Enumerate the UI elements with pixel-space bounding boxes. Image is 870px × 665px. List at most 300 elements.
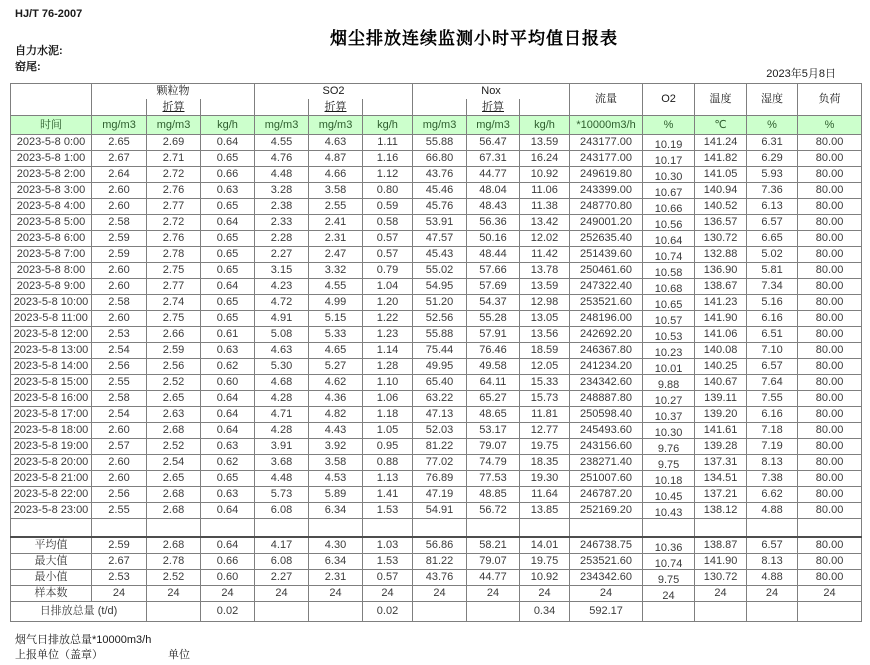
table-cell: 1.13: [363, 471, 413, 487]
fold-label-nox: 折算: [467, 99, 520, 116]
table-cell: 24: [695, 586, 747, 602]
table-cell: 65.40: [413, 375, 467, 391]
table-cell: 140.67: [695, 375, 747, 391]
table-cell: 15.33: [520, 375, 570, 391]
table-cell: 134.51: [695, 471, 747, 487]
table-row: [11, 231, 862, 247]
table-cell: 2.59: [92, 231, 147, 247]
table-row: [11, 295, 862, 311]
table-cell: 80.00: [798, 167, 862, 183]
table-cell: 10.74: [643, 247, 695, 263]
table-cell: 2.52: [147, 439, 201, 455]
table-cell: 10.74: [643, 554, 695, 570]
table-cell: 10.67: [643, 183, 695, 199]
table-cell: 24: [643, 586, 695, 602]
table-cell: 13.78: [520, 263, 570, 279]
table-cell: 7.38: [747, 471, 798, 487]
table-cell: 10.58: [643, 263, 695, 279]
table-cell: 2.56: [147, 359, 201, 375]
table-cell: 7.55: [747, 391, 798, 407]
time-cell: 2023-5-8 14:00: [11, 359, 92, 375]
fold-spacer: [520, 99, 570, 116]
fold-label-so2: 折算: [309, 99, 363, 116]
table-cell: 247322.40: [570, 279, 643, 295]
table-cell: 12.98: [520, 295, 570, 311]
table-cell: 252635.40: [570, 231, 643, 247]
table-cell: 65.27: [467, 391, 520, 407]
table-cell: 243399.00: [570, 183, 643, 199]
table-cell: 55.88: [413, 135, 467, 151]
table-cell: 130.72: [695, 570, 747, 586]
time-cell: 2023-5-8 7:00: [11, 247, 92, 263]
table-cell: 10.30: [643, 423, 695, 439]
table-cell: 4.76: [255, 151, 309, 167]
table-cell: 11.81: [520, 407, 570, 423]
table-cell: 4.87: [309, 151, 363, 167]
table-cell: 130.72: [695, 231, 747, 247]
table-cell: 80.00: [798, 487, 862, 503]
table-cell: 1.05: [363, 423, 413, 439]
table-cell: 9.75: [643, 455, 695, 471]
table-cell: 2.55: [92, 503, 147, 519]
table-cell: [413, 602, 467, 622]
time-cell: 2023-5-8 12:00: [11, 327, 92, 343]
table-cell: 141.05: [695, 167, 747, 183]
spacer-cell: [520, 519, 570, 538]
table-cell: 0.65: [201, 247, 255, 263]
table-cell: 2.74: [147, 295, 201, 311]
table-cell: 11.06: [520, 183, 570, 199]
table-cell: 2.58: [92, 391, 147, 407]
table-cell: 74.79: [467, 455, 520, 471]
fold-spacer: [92, 99, 147, 116]
table-cell: 80.00: [798, 263, 862, 279]
table-cell: 1.03: [363, 537, 413, 554]
spacer-cell: [413, 519, 467, 538]
table-cell: 6.57: [747, 537, 798, 554]
table-cell: 2.65: [147, 471, 201, 487]
time-cell: 2023-5-8 1:00: [11, 151, 92, 167]
table-cell: 48.85: [467, 487, 520, 503]
table-cell: 1.04: [363, 279, 413, 295]
table-cell: 7.64: [747, 375, 798, 391]
table-row: [11, 215, 862, 231]
table-cell: 6.57: [747, 359, 798, 375]
table-cell: 10.36: [643, 537, 695, 554]
table-cell: 0.64: [201, 391, 255, 407]
table-cell: 0.64: [201, 215, 255, 231]
table-cell: 2.63: [147, 407, 201, 423]
table-cell: 249001.20: [570, 215, 643, 231]
table-cell: 2.68: [147, 537, 201, 554]
table-cell: 141.23: [695, 295, 747, 311]
summary-label: 最小值: [11, 570, 92, 586]
table-cell: 51.20: [413, 295, 467, 311]
table-cell: 253521.60: [570, 295, 643, 311]
spacer-cell: [363, 519, 413, 538]
table-cell: 2.38: [255, 199, 309, 215]
table-cell: 4.53: [309, 471, 363, 487]
site-name: 窑尾:: [15, 61, 41, 73]
table-row: [11, 391, 862, 407]
table-cell: 75.44: [413, 343, 467, 359]
table-cell: 52.03: [413, 423, 467, 439]
table-cell: 2.68: [147, 503, 201, 519]
table-cell: 4.62: [309, 375, 363, 391]
table-cell: 2.72: [147, 215, 201, 231]
table-cell: 2.71: [147, 151, 201, 167]
table-cell: 2.28: [255, 231, 309, 247]
table-cell: 2.56: [92, 487, 147, 503]
table-cell: 6.16: [747, 311, 798, 327]
table-cell: 0.58: [363, 215, 413, 231]
table-cell: 4.68: [255, 375, 309, 391]
table-cell: 9.75: [643, 570, 695, 586]
page-title: 烟尘排放连续监测小时平均值日报表: [330, 29, 618, 48]
table-cell: 49.95: [413, 359, 467, 375]
table-cell: 4.71: [255, 407, 309, 423]
table-cell: 24: [747, 586, 798, 602]
spacer-cell: [147, 519, 201, 538]
table-cell: 7.34: [747, 279, 798, 295]
group-header-so2: SO2: [255, 84, 413, 100]
table-cell: 0.64: [201, 423, 255, 439]
table-cell: 48.65: [467, 407, 520, 423]
table-cell: 0.79: [363, 263, 413, 279]
table-cell: 0.66: [201, 554, 255, 570]
table-cell: 249619.80: [570, 167, 643, 183]
table-cell: 10.27: [643, 391, 695, 407]
table-cell: 0.65: [201, 295, 255, 311]
table-cell: 58.21: [467, 537, 520, 554]
table-cell: 54.95: [413, 279, 467, 295]
report-table-body: [11, 84, 862, 622]
table-cell: 2.53: [92, 570, 147, 586]
table-cell: 251439.60: [570, 247, 643, 263]
table-cell: 248770.80: [570, 199, 643, 215]
table-cell: 248196.00: [570, 311, 643, 327]
table-cell: 234342.60: [570, 375, 643, 391]
table-cell: 0.65: [201, 231, 255, 247]
table-cell: 2.33: [255, 215, 309, 231]
header-flow: 流量: [570, 84, 643, 116]
table-cell: 24: [363, 586, 413, 602]
table-cell: 64.11: [467, 375, 520, 391]
table-cell: 2.64: [92, 167, 147, 183]
table-cell: 238271.40: [570, 455, 643, 471]
table-cell: 45.43: [413, 247, 467, 263]
table-cell: 2.76: [147, 231, 201, 247]
table-cell: 2.54: [92, 343, 147, 359]
table-cell: 2.52: [147, 375, 201, 391]
table-row: [11, 487, 862, 503]
report-table: [10, 83, 862, 622]
table-cell: 141.90: [695, 554, 747, 570]
time-cell: 2023-5-8 19:00: [11, 439, 92, 455]
table-cell: 1.23: [363, 327, 413, 343]
table-cell: 4.28: [255, 423, 309, 439]
table-cell: 2.77: [147, 199, 201, 215]
table-cell: 4.99: [309, 295, 363, 311]
table-cell: 76.89: [413, 471, 467, 487]
table-cell: 80.00: [798, 311, 862, 327]
table-cell: 2.41: [309, 215, 363, 231]
time-header-spacer: [11, 84, 92, 116]
time-cell: 2023-5-8 15:00: [11, 375, 92, 391]
fold-spacer: [413, 99, 467, 116]
table-cell: 2.53: [92, 327, 147, 343]
table-cell: 241234.20: [570, 359, 643, 375]
table-cell: 66.80: [413, 151, 467, 167]
table-cell: 4.28: [255, 391, 309, 407]
table-cell: 10.57: [643, 311, 695, 327]
table-cell: 4.17: [255, 537, 309, 554]
time-cell: 2023-5-8 17:00: [11, 407, 92, 423]
table-cell: 4.63: [309, 135, 363, 151]
fold-label-pm: 折算: [147, 99, 201, 116]
table-cell: 5.33: [309, 327, 363, 343]
table-cell: 5.89: [309, 487, 363, 503]
table-cell: 11.64: [520, 487, 570, 503]
table-cell: 76.46: [467, 343, 520, 359]
table-cell: 2.58: [92, 215, 147, 231]
table-cell: 6.57: [747, 215, 798, 231]
table-cell: 138.67: [695, 279, 747, 295]
table-row: [11, 279, 862, 295]
header-units-row: [11, 116, 862, 135]
summary-row: [11, 554, 862, 570]
time-cell: 2023-5-8 10:00: [11, 295, 92, 311]
table-row: [11, 439, 862, 455]
table-cell: 0.60: [201, 375, 255, 391]
table-cell: 10.65: [643, 295, 695, 311]
table-cell: 45.46: [413, 183, 467, 199]
unit-label: 单位: [168, 649, 190, 661]
table-cell: 10.19: [643, 135, 695, 151]
table-cell: 80.00: [798, 407, 862, 423]
table-cell: 2.54: [92, 407, 147, 423]
table-row: [11, 471, 862, 487]
spacer-row: [11, 519, 862, 538]
table-cell: 0.63: [201, 343, 255, 359]
time-cell: 2023-5-8 13:00: [11, 343, 92, 359]
time-cell: 2023-5-8 11:00: [11, 311, 92, 327]
table-cell: 1.53: [363, 503, 413, 519]
table-cell: 18.59: [520, 343, 570, 359]
time-cell: 2023-5-8 5:00: [11, 215, 92, 231]
table-cell: 0.63: [201, 183, 255, 199]
time-column-header: 时间: [11, 116, 92, 135]
table-cell: 80.00: [798, 151, 862, 167]
table-cell: 53.17: [467, 423, 520, 439]
time-cell: 2023-5-8 4:00: [11, 199, 92, 215]
table-cell: 6.13: [747, 199, 798, 215]
table-cell: 13.85: [520, 503, 570, 519]
table-cell: 252169.20: [570, 503, 643, 519]
table-cell: 0.57: [363, 247, 413, 263]
table-cell: 2.77: [147, 279, 201, 295]
unit-o2: %: [643, 116, 695, 135]
table-cell: 10.64: [643, 231, 695, 247]
summary-row: [11, 537, 862, 554]
table-cell: 57.69: [467, 279, 520, 295]
table-cell: 10.92: [520, 167, 570, 183]
table-cell: 137.31: [695, 455, 747, 471]
table-cell: 6.34: [309, 503, 363, 519]
time-cell: 2023-5-8 6:00: [11, 231, 92, 247]
table-cell: 243177.00: [570, 135, 643, 151]
table-row: [11, 151, 862, 167]
table-cell: 44.77: [467, 167, 520, 183]
table-cell: 136.90: [695, 263, 747, 279]
unit-so2-fold-mgm3: mg/m3: [309, 116, 363, 135]
table-cell: 1.18: [363, 407, 413, 423]
daily-total-row: [11, 602, 862, 622]
table-cell: 48.43: [467, 199, 520, 215]
table-cell: 80.00: [798, 391, 862, 407]
time-cell: 2023-5-8 8:00: [11, 263, 92, 279]
table-cell: 57.66: [467, 263, 520, 279]
table-cell: 67.31: [467, 151, 520, 167]
table-cell: 6.62: [747, 487, 798, 503]
table-cell: 4.48: [255, 167, 309, 183]
table-cell: 6.34: [309, 554, 363, 570]
table-cell: 80.00: [798, 231, 862, 247]
table-cell: 0.59: [363, 199, 413, 215]
table-cell: 9.76: [643, 439, 695, 455]
table-cell: 45.76: [413, 199, 467, 215]
table-cell: 80.00: [798, 343, 862, 359]
table-cell: 47.19: [413, 487, 467, 503]
table-cell: [747, 602, 798, 622]
table-cell: 245493.60: [570, 423, 643, 439]
table-cell: 4.91: [255, 311, 309, 327]
table-cell: 243156.60: [570, 439, 643, 455]
table-cell: 0.88: [363, 455, 413, 471]
table-cell: 2.67: [92, 151, 147, 167]
table-cell: [798, 602, 862, 622]
table-cell: 1.14: [363, 343, 413, 359]
table-cell: 15.73: [520, 391, 570, 407]
spacer-cell: [255, 519, 309, 538]
table-cell: 0.64: [201, 135, 255, 151]
table-cell: 4.55: [309, 279, 363, 295]
table-row: [11, 263, 862, 279]
table-cell: 0.02: [201, 602, 255, 622]
table-cell: 140.08: [695, 343, 747, 359]
table-cell: 140.94: [695, 183, 747, 199]
header-group-row: [11, 84, 862, 100]
table-cell: 2.66: [147, 327, 201, 343]
table-cell: 5.27: [309, 359, 363, 375]
table-cell: 1.06: [363, 391, 413, 407]
time-cell: 2023-5-8 21:00: [11, 471, 92, 487]
table-cell: 80.00: [798, 199, 862, 215]
table-cell: 4.43: [309, 423, 363, 439]
table-cell: 2.27: [255, 570, 309, 586]
table-cell: 11.42: [520, 247, 570, 263]
table-cell: 4.48: [255, 471, 309, 487]
unit-flow: *10000m3/h: [570, 116, 643, 135]
table-cell: 1.16: [363, 151, 413, 167]
table-cell: 2.68: [147, 487, 201, 503]
table-cell: 4.72: [255, 295, 309, 311]
fold-spacer: [255, 99, 309, 116]
summary-label: 样本数: [11, 586, 92, 602]
table-cell: 5.08: [255, 327, 309, 343]
table-cell: 80.00: [798, 570, 862, 586]
report-unit-stamp-label: 上报单位（盖章）: [15, 649, 103, 661]
time-cell: 2023-5-8 3:00: [11, 183, 92, 199]
summary-label: 最大值: [11, 554, 92, 570]
table-cell: 56.86: [413, 537, 467, 554]
table-cell: 6.65: [747, 231, 798, 247]
table-cell: 77.53: [467, 471, 520, 487]
table-cell: 2.78: [147, 247, 201, 263]
table-row: [11, 455, 862, 471]
table-cell: 138.12: [695, 503, 747, 519]
table-cell: 7.19: [747, 439, 798, 455]
table-cell: 246738.75: [570, 537, 643, 554]
table-cell: 6.08: [255, 554, 309, 570]
table-cell: [255, 602, 309, 622]
table-cell: 1.22: [363, 311, 413, 327]
table-cell: 10.23: [643, 343, 695, 359]
table-cell: 2.67: [92, 554, 147, 570]
table-cell: 3.15: [255, 263, 309, 279]
table-cell: 10.30: [643, 167, 695, 183]
fold-spacer: [363, 99, 413, 116]
table-cell: 2.60: [92, 311, 147, 327]
table-cell: 253521.60: [570, 554, 643, 570]
table-cell: 24: [467, 586, 520, 602]
table-cell: 3.28: [255, 183, 309, 199]
table-cell: 4.88: [747, 503, 798, 519]
table-cell: 24: [201, 586, 255, 602]
table-cell: 6.51: [747, 327, 798, 343]
table-cell: 234342.60: [570, 570, 643, 586]
table-cell: 10.53: [643, 327, 695, 343]
table-cell: 80.00: [798, 503, 862, 519]
table-cell: 7.10: [747, 343, 798, 359]
spacer-cell: [92, 519, 147, 538]
table-cell: 9.88: [643, 375, 695, 391]
table-row: [11, 503, 862, 519]
spacer-cell: [11, 519, 92, 538]
table-cell: 3.32: [309, 263, 363, 279]
table-cell: 2.58: [92, 295, 147, 311]
spacer-cell: [201, 519, 255, 538]
flue-gas-total-note: 烟气日排放总量*10000m3/h: [15, 634, 152, 646]
table-cell: 4.66: [309, 167, 363, 183]
table-cell: 1.28: [363, 359, 413, 375]
company-name: 自力水泥:: [15, 45, 63, 57]
table-cell: 80.00: [798, 183, 862, 199]
table-cell: 8.13: [747, 455, 798, 471]
table-cell: 6.08: [255, 503, 309, 519]
table-cell: 48.04: [467, 183, 520, 199]
table-cell: 2.55: [92, 375, 147, 391]
table-cell: 52.56: [413, 311, 467, 327]
table-cell: 16.24: [520, 151, 570, 167]
header-temperature: 温度: [695, 84, 747, 116]
table-cell: 10.01: [643, 359, 695, 375]
table-cell: 3.91: [255, 439, 309, 455]
table-cell: 50.16: [467, 231, 520, 247]
table-cell: 592.17: [570, 602, 643, 622]
summary-row: [11, 586, 862, 602]
table-cell: 2.60: [92, 423, 147, 439]
